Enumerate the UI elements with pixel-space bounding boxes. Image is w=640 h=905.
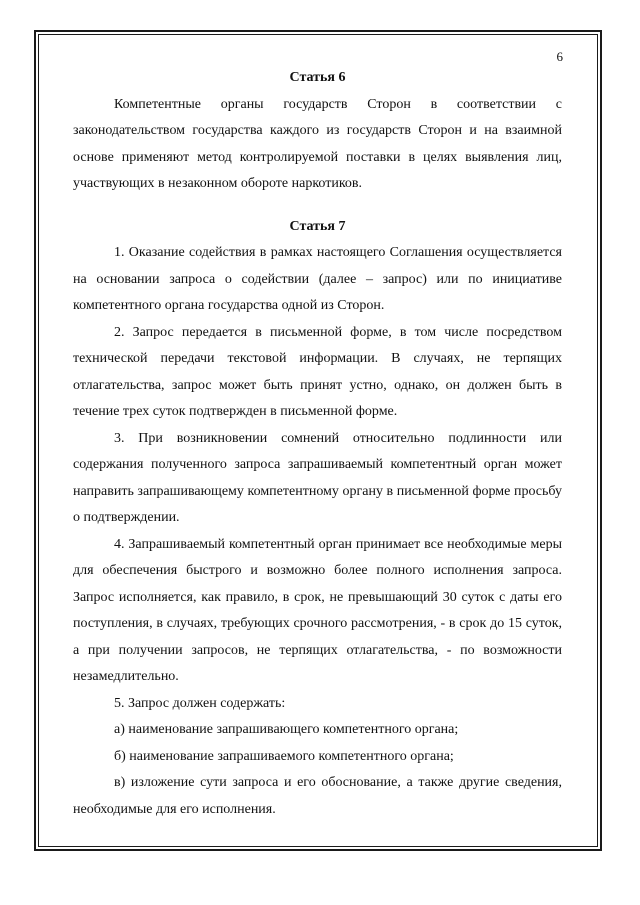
article-7-paragraph-3: 3. При возникновении сомнений относительно подлинности или содержания полученного запроса запрашиваемый компетентный орган может направить запрашивающему компетентному органу в письменной форме просьбу о подтверждении. (73, 430, 562, 525)
article-6-heading: Статья 6 (289, 70, 346, 85)
article-7-paragraph-4: 4. Запрашиваемый компетентный орган принимает все необходимые меры для обеспечения быстрого и возможно более полного исполнения запроса. Запрос исполняется, как правило, в срок, не превышающий 30 суток с даты его поступления, в случаях, требующих срочного рассмотрения, - в срок до 15 суток, а при получении запросов, не терпящих отлагательства, - по возможности незамедлительно. (73, 536, 562, 684)
page-number: 6 (556, 49, 563, 64)
article-7-paragraph-2: 2. Запрос передается в письменной форме, в том числе посредством технической передачи текстовой информации. В случаях, не терпящих отлагательства, запрос может быть принят устно, однако, он должен быть в течение трех суток подтвержден в письменной форме. (73, 324, 562, 419)
article-7-heading: Статья 7 (289, 218, 346, 234)
article-7-paragraph-1: 1. Оказание содействия в рамках настоящего Соглашения осуществляется на основании запроса о содействии (далее – запрос) или по инициативе компетентного органа государства одной из Сторон. (73, 245, 562, 313)
article-7-item-a: а) наименование запрашивающего компетентного органа; (114, 722, 459, 737)
article-7-item-c: в) изложение сути запроса и его обоснование, а также другие сведения, необходимые для его исполнения. (73, 775, 562, 817)
article-7-paragraph-5: 5. Запрос должен содержать: (114, 695, 286, 711)
article-6-paragraph-1: Компетентные органы государств Сторон в соответствии с законодательством государства каждого из государств Сторон и на взаимной основе применяют метод контролируемой поставки в целях выявления лиц, участвующих в незаконном обороте наркотиков. (73, 96, 562, 191)
document-body (73, 65, 562, 823)
article-7-item-b: б) наименование запрашиваемого компетентного органа; (114, 748, 454, 764)
